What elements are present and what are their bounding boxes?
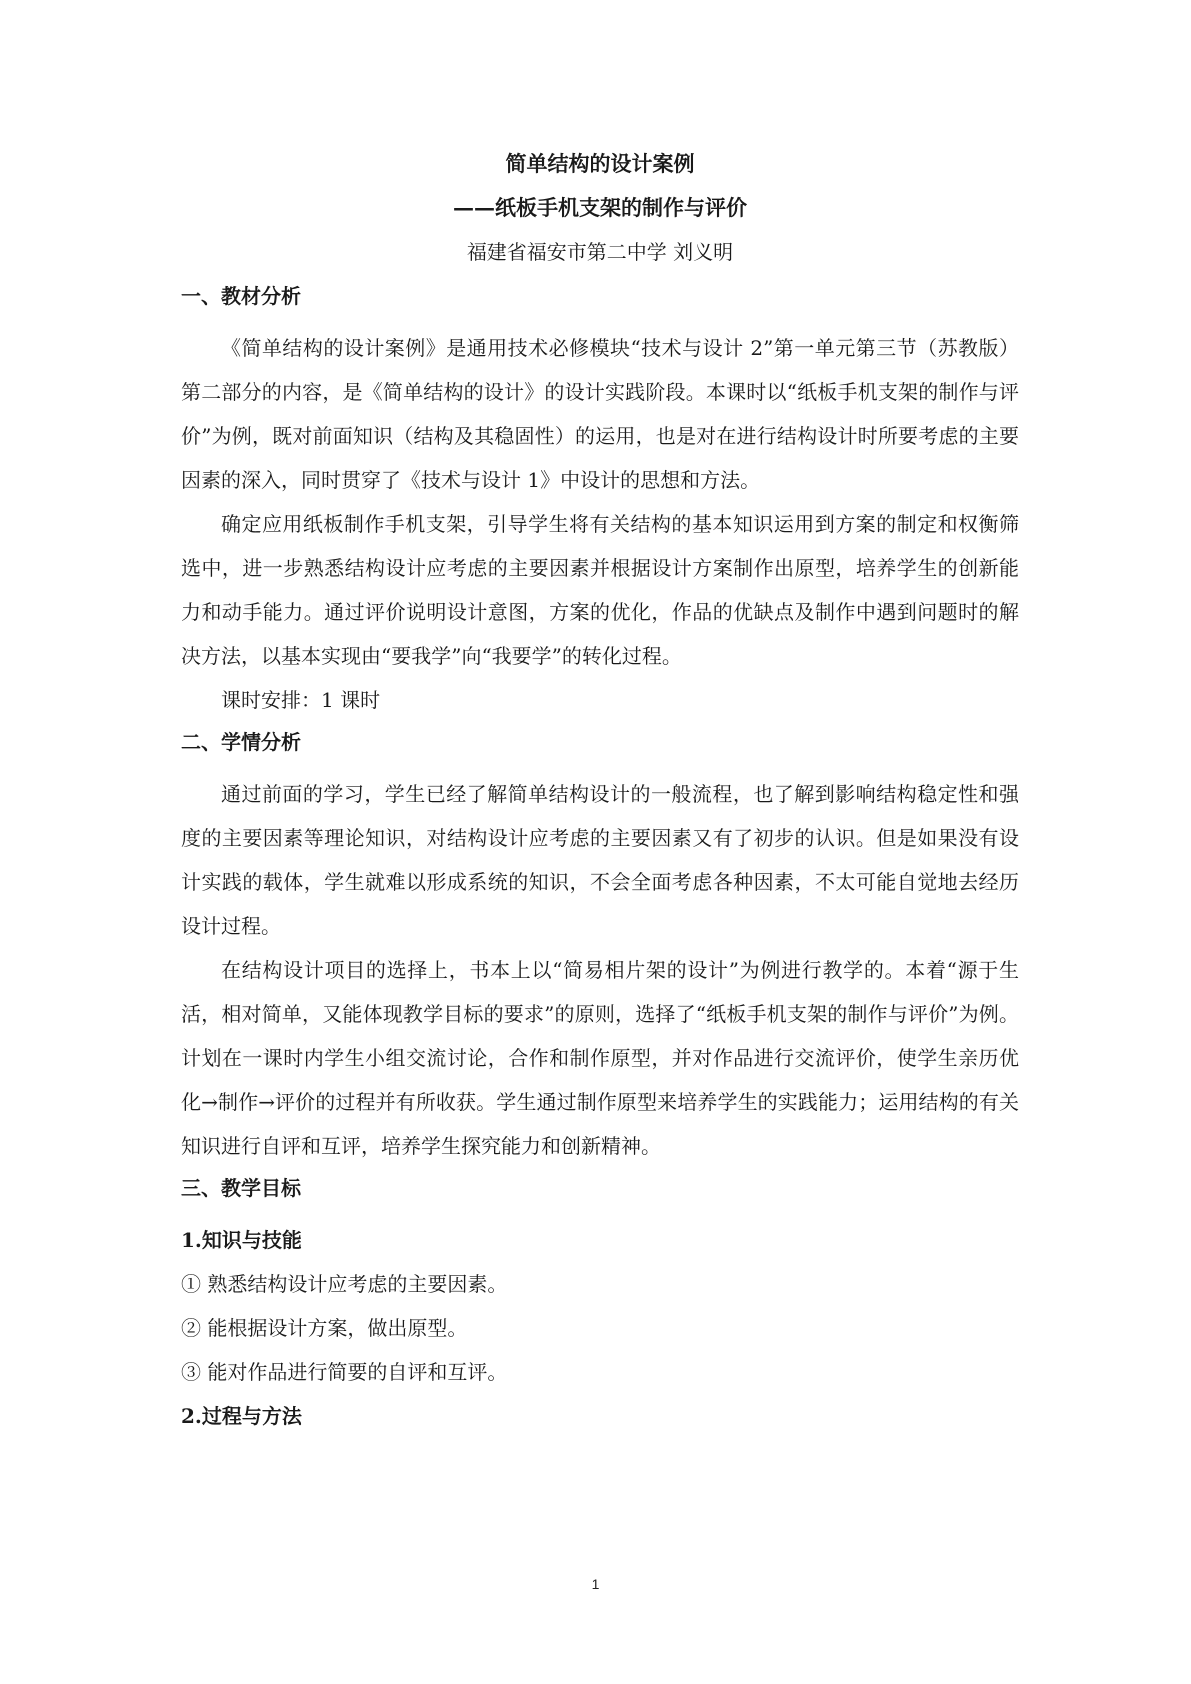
subheading-knowledge-skills: 1.知识与技能 (181, 1228, 302, 1252)
list-item: ③ 能对作品进行简要的自评和互评。 (181, 1360, 508, 1384)
paragraph: 确定应用纸板制作手机支架，引导学生将有关结构的基本知识运用到方案的制定和权衡筛选中，进一步熟悉结构设计应考虑的主要因素并根据设计方案制作出原型，培养学生的创新能力和动手能力。通过评价说明设计意图，方案的优化，作品的优缺点及制作中遇到问题时的解决方法，以基本实现由“要我学”向“我要学”的转化过程。 (181, 512, 1019, 668)
list-item: ② 能根据设计方案，做出原型。 (181, 1316, 468, 1340)
section-heading-teaching-goals: 三、教学目标 (181, 1176, 301, 1200)
subheading-process-method: 2.过程与方法 (181, 1404, 302, 1428)
document-title: 简单结构的设计案例 (505, 151, 695, 176)
document-subtitle: ——纸板手机支架的制作与评价 (453, 195, 747, 220)
paragraph: 在结构设计项目的选择上，书本上以“简易相片架的设计”为例进行教学的。本着“源于生活，相对简单，又能体现教学目标的要求”的原则，选择了“纸板手机支架的制作与评价”为例。计划在一课时内学生小组交流讨论，合作和制作原型，并对作品进行交流评价，使学生亲历优化→制作→评价的过程并有所收获。学生通过制作原型来培养学生的实践能力；运用结构的有关知识进行自评和互评，培养学生探究能力和创新精神。 (181, 958, 1019, 1158)
paragraph: 《简单结构的设计案例》是通用技术必修模块“技术与设计 2”第一单元第三节（苏教版）第二部分的内容，是《简单结构的设计》的设计实践阶段。本课时以“纸板手机支架的制作与评价”为例，既对前面知识（结构及其稳固性）的运用，也是对在进行结构设计时所要考虑的主要因素的深入，同时贯穿了《技术与设计 1》中设计的思想和方法。 (181, 336, 1019, 492)
class-schedule: 课时安排：1 课时 (221, 688, 381, 712)
document-author: 福建省福安市第二中学 刘义明 (466, 240, 734, 264)
page-number: 1 (591, 1576, 600, 1592)
page-content (181, 150, 1019, 1438)
section-heading-textbook-analysis: 一、教材分析 (181, 284, 301, 308)
section-heading-student-analysis: 二、学情分析 (181, 730, 301, 754)
list-item: ① 熟悉结构设计应考虑的主要因素。 (181, 1272, 508, 1296)
paragraph: 通过前面的学习，学生已经了解简单结构设计的一般流程，也了解到影响结构稳定性和强度的主要因素等理论知识，对结构设计应考虑的主要因素又有了初步的认识。但是如果没有设计实践的载体，学生就难以形成系统的知识，不会全面考虑各种因素，不太可能自觉地去经历设计过程。 (181, 782, 1019, 938)
